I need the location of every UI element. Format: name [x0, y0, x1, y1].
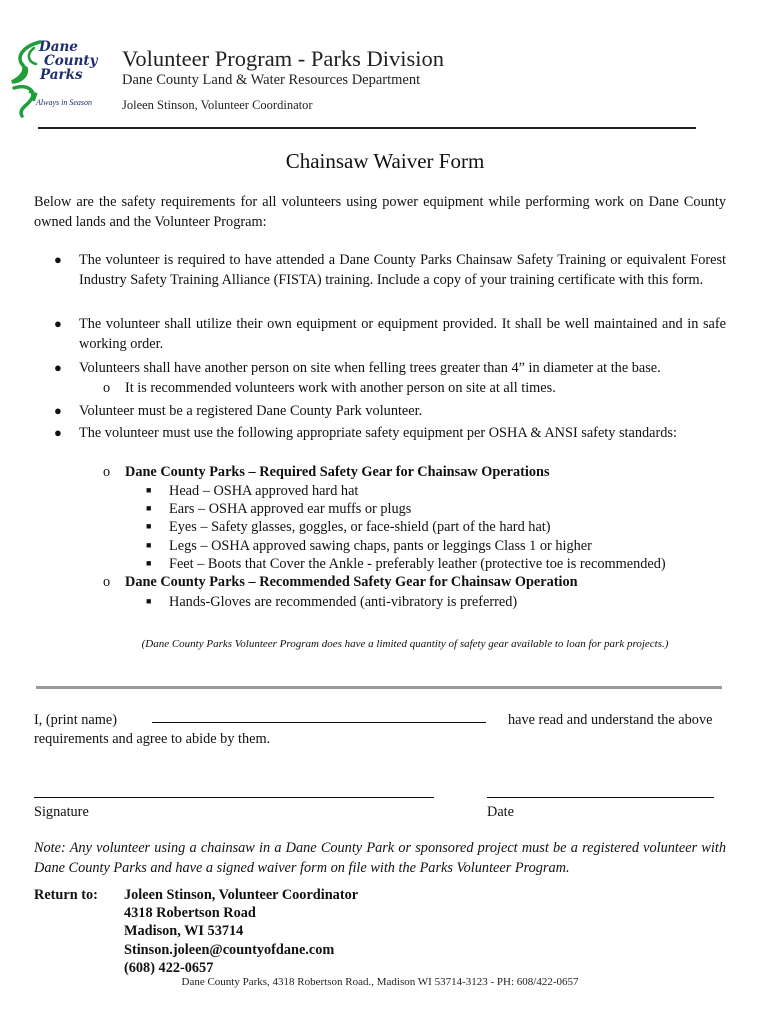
requirement-text: Volunteer must be a registered Dane County Park volunteer. [79, 403, 423, 419]
sub-item-text: It is recommended volunteers work with another person on site at all times. [125, 380, 556, 396]
bullet-dot-icon: ● [54, 425, 62, 440]
return-to-label: Return to: [34, 887, 98, 903]
bullet-dot-icon: ● [54, 403, 62, 418]
form-title: Chainsaw Waiver Form [285, 149, 485, 173]
section-divider [36, 686, 722, 689]
gear-item: ■ Legs – OSHA approved sawing chaps, pants or leggings Class 1 or higher [146, 535, 592, 556]
date-label: Date [487, 804, 514, 820]
logo-word-county: County [44, 53, 98, 69]
requirement-text: Volunteers shall have another person on site when felling trees greater than 4” in diameter at the base. [79, 360, 661, 376]
gear-item: ■ Feet – Boots that Cover the Ankle - preferably leather (protective toe is recommended) [146, 553, 666, 574]
logo-word-parks: Parks [40, 67, 83, 83]
signature-label: Signature [34, 804, 89, 820]
gear-item: ■ Head – OSHA approved hard hat [146, 480, 358, 501]
print-name-label: I, (print name) [34, 712, 117, 728]
bullet-dot-icon: ● [54, 316, 62, 331]
gear-item: ■ Ears – OSHA approved ear muffs or plugs [146, 498, 411, 519]
signature-field[interactable] [34, 797, 434, 798]
circle-bullet-icon: o [103, 380, 111, 396]
return-email[interactable]: Stinson.joleen@countyofdane.com [124, 942, 335, 958]
circle-bullet-icon: o [103, 464, 111, 480]
return-address-line: Joleen Stinson, Volunteer Coordinator [124, 887, 359, 903]
print-name-field[interactable] [152, 722, 486, 723]
agreement-text: have read and understand the above [508, 712, 713, 728]
gear-item: ■ Hands-Gloves are recommended (anti-vibratory is preferred) [146, 591, 517, 612]
intro-paragraph: Below are the safety requirements for all volunteers using power equipment while performing work on Dane County owned lands and the Volunteer Program: [34, 194, 726, 230]
return-address-line: Madison, WI 53714 [124, 923, 244, 939]
requirement-text: The volunteer shall utilize their own equipment or equipment provided. It shall be well maintained and in safe working order. [79, 316, 726, 352]
header-department: Dane County Land & Water Resources Department [122, 72, 421, 88]
gear-item: ■ Eyes – Safety glasses, goggles, or face-shield (part of the hard hat) [146, 516, 551, 537]
square-bullet-icon: ■ [146, 485, 152, 495]
bullet-dot-icon: ● [54, 252, 62, 267]
requirement-sub-item [103, 378, 556, 398]
recommended-gear-heading: o Dane County Parks – Recommended Safety Gear for Chainsaw Operation [103, 574, 578, 590]
agreement-continuation: requirements and agree to abide by them. [34, 731, 271, 747]
square-bullet-icon: ■ [146, 503, 152, 513]
page-footer: Dane County Parks, 4318 Robertson Road., Madison WI 53714-3123 - PH: 608/422-0657 [181, 976, 579, 988]
return-address-line: 4318 Robertson Road [124, 905, 256, 921]
logo-word-dane: Dane [39, 39, 78, 55]
required-gear-heading: o Dane County Parks – Required Safety Gear for Chainsaw Operations [103, 464, 550, 480]
requirement-text: The volunteer must use the following appropriate safety equipment per OSHA & ANSI safety standards: [79, 425, 677, 441]
requirement-text: The volunteer is required to have attended a Dane County Parks Chainsaw Safety Training or equivalent Forest Industry Safety Training Alliance (FISTA) training. Include a copy of your training certificate with this form. [79, 252, 726, 288]
square-bullet-icon: ■ [146, 521, 152, 531]
square-bullet-icon: ■ [146, 558, 152, 568]
logo-tagline: Always in Season [36, 98, 92, 107]
header-divider [38, 127, 696, 129]
bullet-dot-icon: ● [54, 360, 62, 375]
registration-note: Note: Any volunteer using a chainsaw in a Dane County Park or sponsored project must be a registered volunteer with Dane County Parks and have a signed waiver form on file with the Parks Volunteer Program. [34, 840, 726, 876]
return-phone: (608) 422-0657 [124, 960, 214, 976]
dane-county-parks-logo [6, 38, 106, 120]
square-bullet-icon: ■ [146, 540, 152, 550]
header-coordinator: Joleen Stinson, Volunteer Coordinator [122, 98, 313, 112]
date-field[interactable] [487, 797, 714, 798]
square-bullet-icon: ■ [146, 596, 152, 606]
loan-note: (Dane County Parks Volunteer Program does have a limited quantity of safety gear available to loan for park projects.) [141, 638, 669, 650]
circle-bullet-icon: o [103, 574, 111, 590]
header-title: Volunteer Program - Parks Division [122, 46, 445, 71]
